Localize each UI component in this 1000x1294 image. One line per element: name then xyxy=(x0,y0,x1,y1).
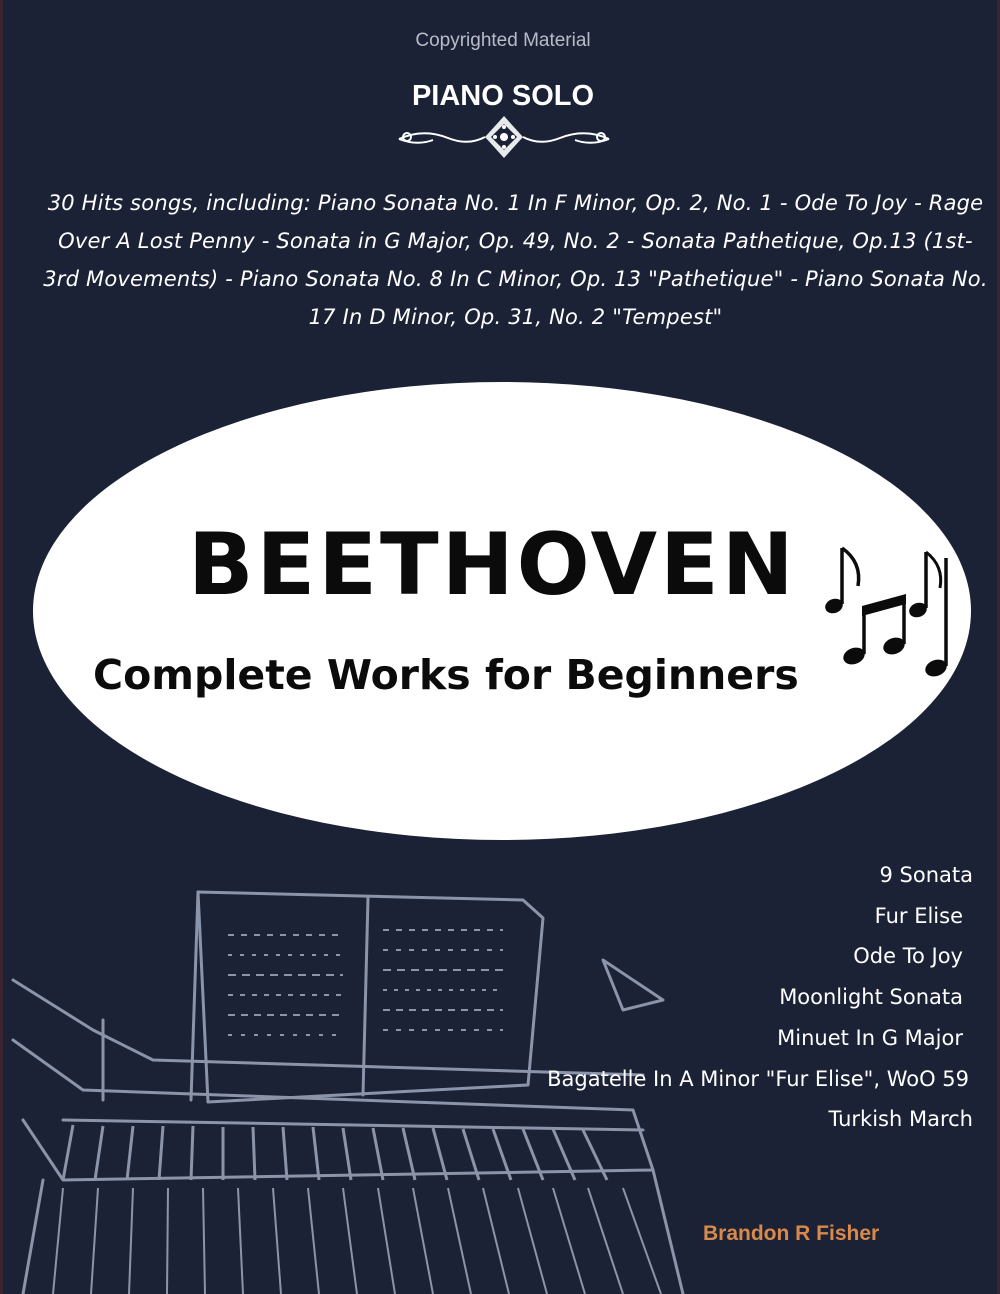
scroll-ornament-icon xyxy=(393,112,615,162)
list-item: Bagatelle In A Minor "Fur Elise", WoO 59 xyxy=(547,1066,969,1091)
author-name: Brandon R Fisher xyxy=(703,1222,880,1245)
book-subtitle: Complete Works for Beginners xyxy=(93,651,799,699)
series-label: PIANO SOLO xyxy=(411,80,595,112)
list-item: Fur Elise xyxy=(874,903,963,928)
list-item: 9 Sonata xyxy=(879,863,973,887)
list-item: Turkish March xyxy=(828,1107,973,1132)
contents-list xyxy=(493,855,973,1140)
book-title: BEETHOVEN xyxy=(188,515,797,615)
list-item: Moonlight Sonata xyxy=(779,985,963,1010)
list-item: Minuet In G Major xyxy=(777,1025,963,1050)
list-item: Ode To Joy xyxy=(853,944,963,969)
copyright-notice: Copyrighted Material xyxy=(415,30,591,51)
description-text: 30 Hits songs, including: Piano Sonata No. 1 In F Minor, Op. 2, No. 1 - Ode To Joy - Rage Over A Lost Penny - Sonata in G Major, Op. 49, No. 2 - Sonata Pathetique, Op.13 (1st-3rd Movements) - Piano Sonata No. 8 In C Minor, Op. 13 "Pathetique" - Piano Sonata No. 17 In D Minor, Op. 31, No. 2 "Tempest" xyxy=(43,191,988,329)
